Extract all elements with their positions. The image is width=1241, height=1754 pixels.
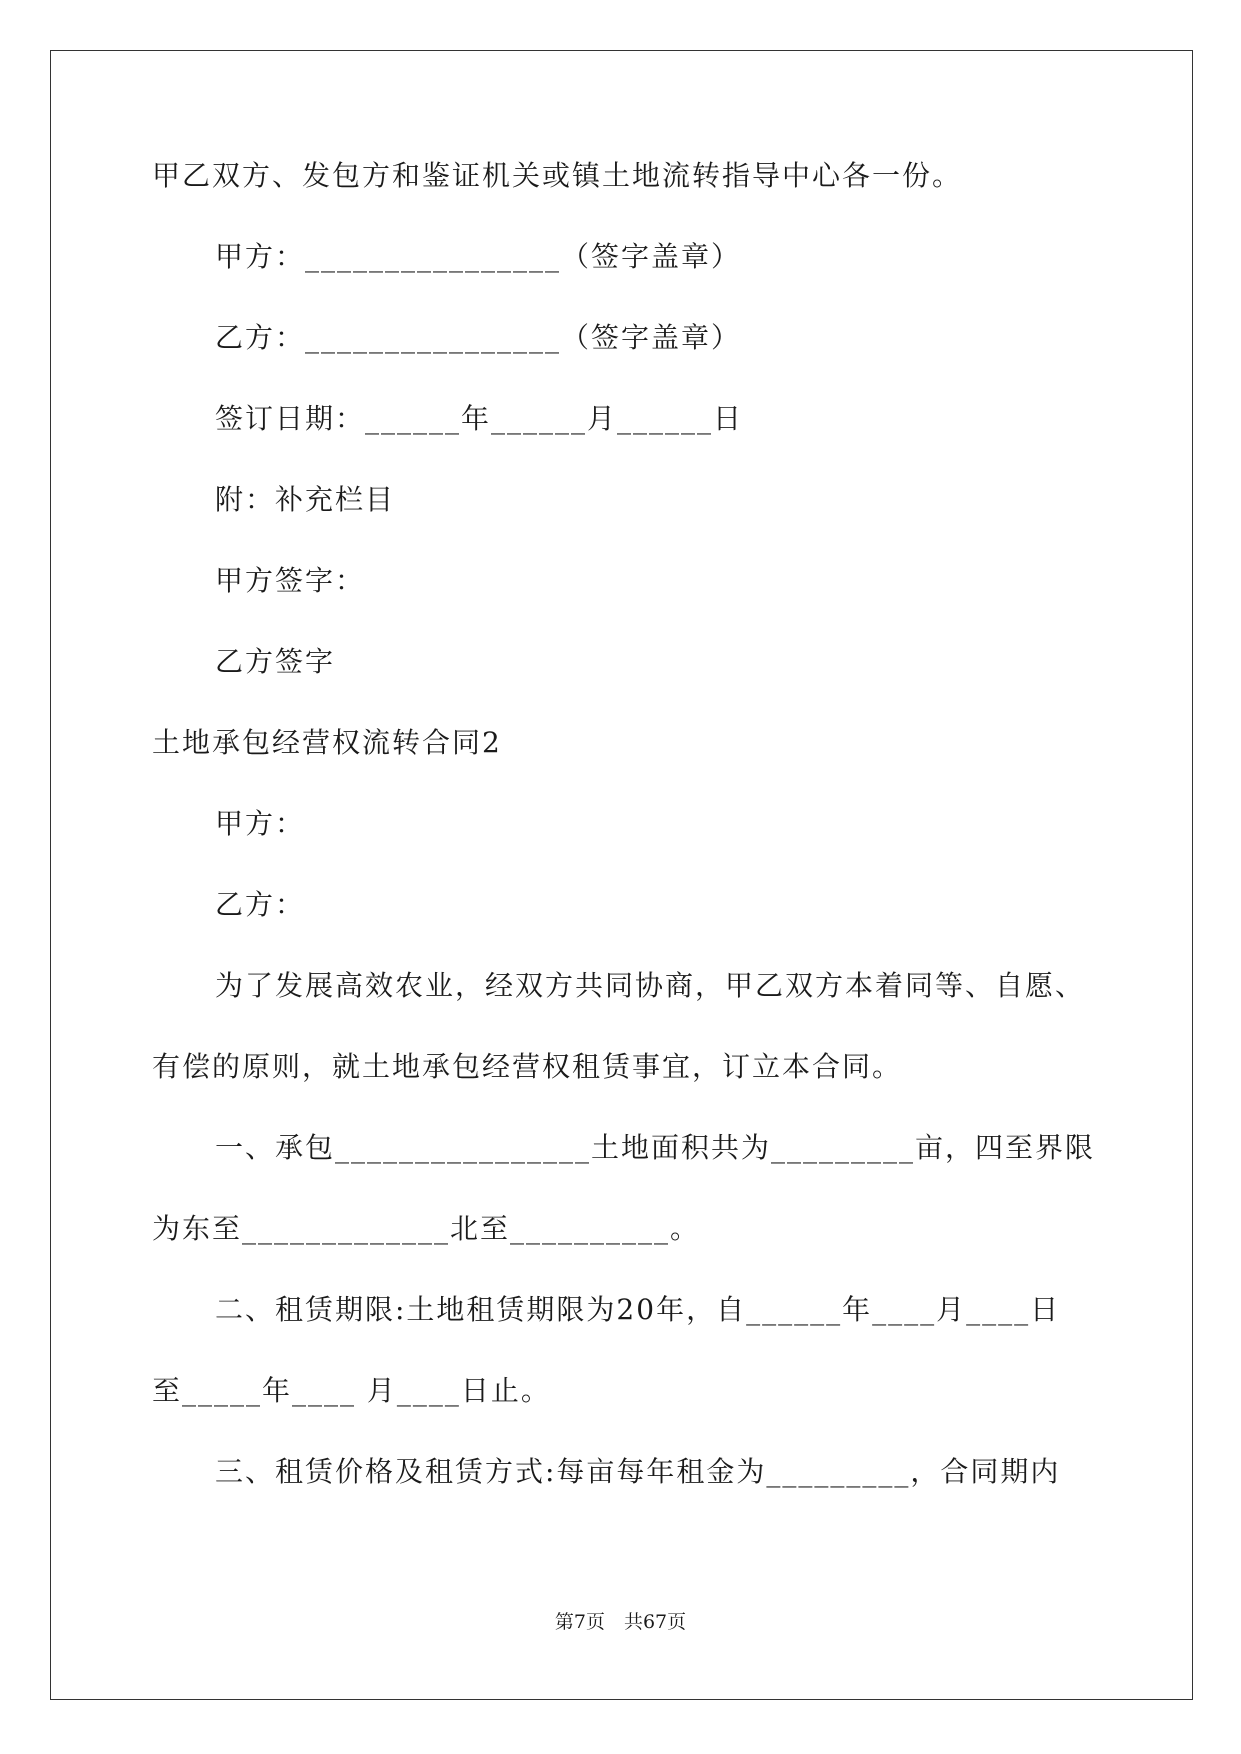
text-line: 二、租赁期限:土地租赁期限为20年，自______年____月____日 (215, 1293, 1061, 1326)
section-title: 土地承包经营权流转合同2 (152, 726, 502, 759)
text-line: 有偿的原则，就土地承包经营权租赁事宜，订立本合同。 (152, 1050, 903, 1083)
text-line: 乙方签字 (215, 645, 336, 678)
text-line: 乙方：________________（签字盖章） (215, 321, 742, 354)
text-line: 签订日期：______年______月______日 (215, 402, 744, 435)
text-line: 一、承包________________土地面积共为_________亩，四至界限 (215, 1131, 1096, 1164)
text-line: 为了发展高效农业，经双方共同协商，甲乙双方本着同等、自愿、 (215, 969, 1086, 1002)
text-line: 为东至_____________北至__________。 (152, 1212, 701, 1245)
text-line: 三、租赁价格及租赁方式:每亩每年租金为_________，合同期内 (215, 1455, 1061, 1488)
text-line: 附：补充栏目 (215, 483, 396, 516)
page-number-footer: 第7页 共67页 (554, 1611, 687, 1633)
text-line: 至_____年____ 月____日止。 (152, 1374, 551, 1407)
text-line: 甲乙双方、发包方和鉴证机关或镇土地流转指导中心各一份。 (152, 159, 963, 192)
text-line: 乙方： (215, 888, 306, 921)
text-line: 甲方： (215, 807, 306, 840)
text-line: 甲方：________________（签字盖章） (215, 240, 742, 273)
text-line: 甲方签字： (215, 564, 366, 597)
